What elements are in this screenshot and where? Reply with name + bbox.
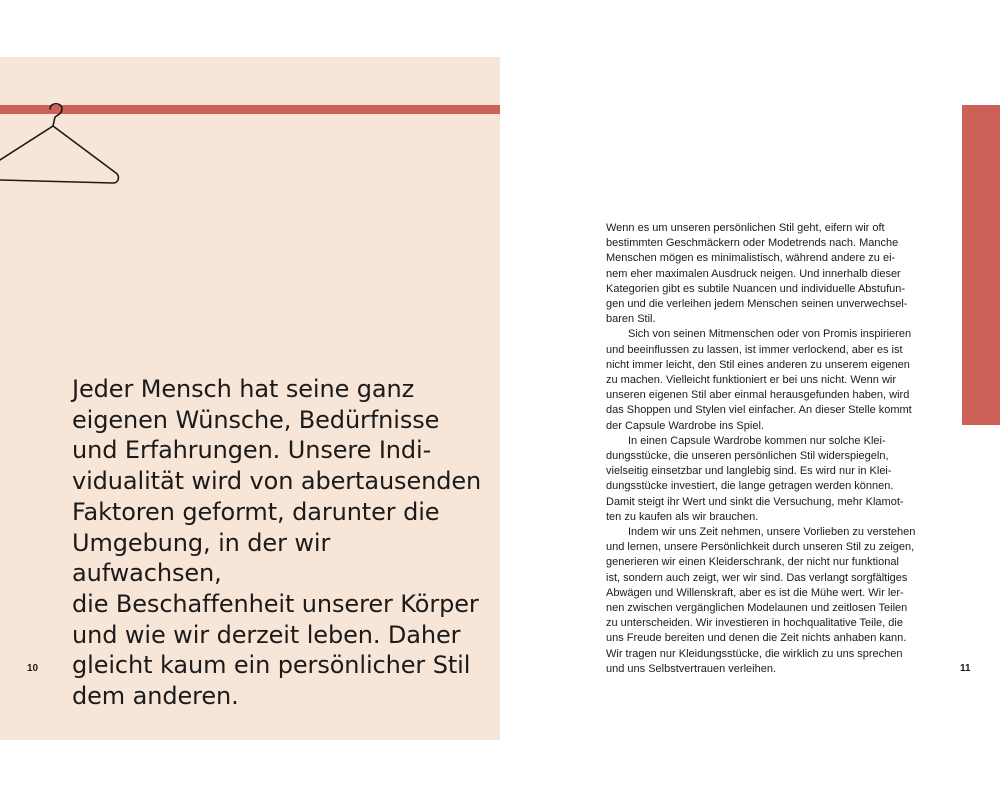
page-number-left: 10: [27, 663, 39, 674]
pull-quote: Jeder Mensch hat seine ganz eigenen Wünsche, Bedürfnisse und Erfahrungen. Unsere Indi- vidualität wird von abertausenden Faktoren geformt, darunter die Umgebung, in der wir aufwachsen, die Beschaffenheit unserer Körper und wie wir derzeit leben. Daher gleicht kaum ein persönlicher Stil dem anderen.: [72, 375, 482, 711]
paragraph-3: In einen Capsule Wardrobe kommen nur solche Klei- dungsstücke, die unseren persönlichen Stil widerspiegeln, vielseitig einsetzbar und langlebig sind. Es wird nur in Klei- dungsstücke investiert, die lange getragen werden können. Damit steigt ihr Wert und sinkt die Versuchung, mehr Klamot- ten zu kaufen als wir brauchen.: [606, 434, 904, 523]
page-number-right: 11: [960, 663, 971, 674]
accent-bar: [962, 105, 1000, 425]
coat-hanger-icon: [0, 100, 130, 190]
paragraph-2: Sich von seinen Mitmenschen oder von Promis inspirieren und beeinflussen zu lassen, ist immer verlockend, aber es ist nicht immer leicht, den Stil eines anderen zu unserem eigenen zu machen. Vielleicht funktioniert er bei uns nicht. Wenn wir unseren eigenen Stil aber einmal herausgefunden haben, wird das Shoppen und Stylen viel einfacher. An dieser Stelle kommt der Capsule Wardrobe ins Spiel.: [606, 328, 912, 432]
paragraph-1: Wenn es um unseren persönlichen Stil geht, eifern wir oft bestimmten Geschmäckern oder Modetrends nach. Manche Menschen mögen es minimalistisch, während andere zu ei- nem eher maximalen Ausdruck neigen. Und innerhalb dieser Kategorien gibt es subtile Nuancen und individuelle Abstufun- gen und die verleihen jedem Menschen seinen unverwechsel- baren Stil.: [606, 222, 908, 326]
body-text: [606, 221, 926, 677]
paragraph-4: Indem wir uns Zeit nehmen, unsere Vorlieben zu verstehen und lernen, unsere Persönlichkeit durch unseren Stil zu zeigen, generieren wir einen Kleiderschrank, der nicht nur funktional ist, sondern auch zeigt, wer wir sind. Das verlangt sorgfältiges Abwägen und Willenskraft, aber es ist die Mühe wert. Wir ler- nen zwischen vergänglichen Modelaunen und zeitlosen Teilen zu unterscheiden. Wir investieren in hochqualitative Teile, die uns Freude bereiten und denen die Zeit nichts anhaben kann. Wir tragen nur Kleidungsstücke, die wirklich zu uns sprechen und uns Selbstvertrauen verleihen.: [606, 526, 916, 675]
